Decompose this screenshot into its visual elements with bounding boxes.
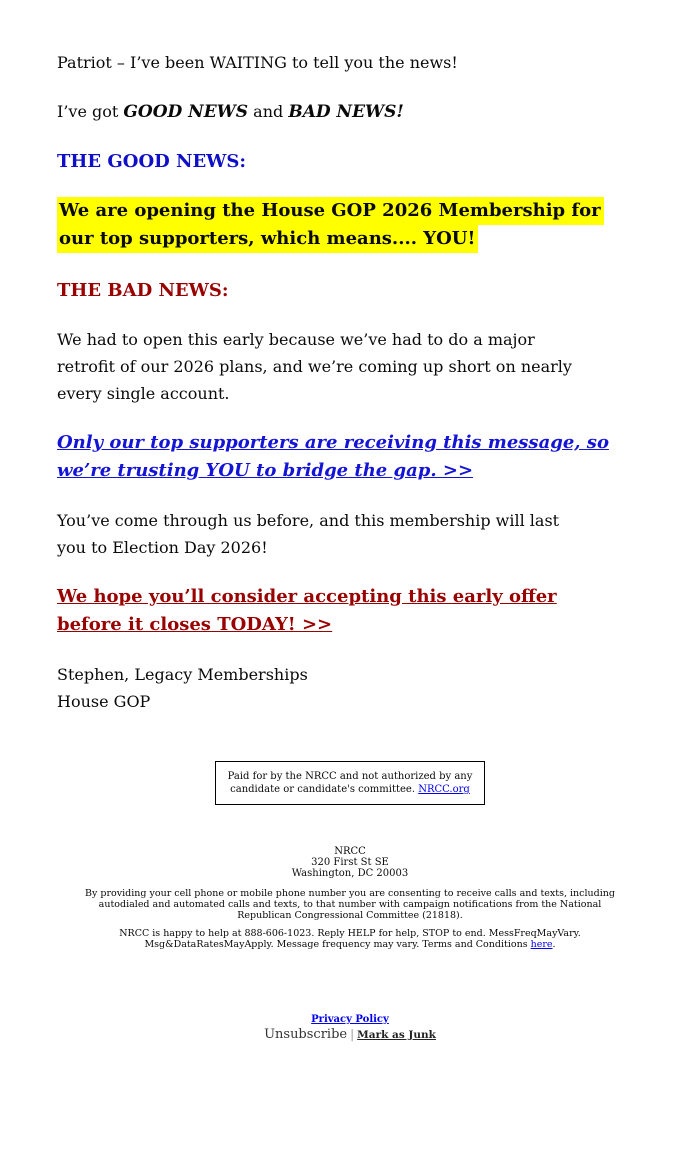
separator: | xyxy=(350,1027,355,1041)
highlight-text-2: our top supporters, which means.... YOU! xyxy=(57,225,478,253)
legal-line: By providing your cell phone or mobile phone number you are consenting to receive calls and texts, including xyxy=(85,888,615,899)
signature-org: House GOP xyxy=(57,692,151,711)
top-supporters-link[interactable] xyxy=(57,429,647,485)
intro-paragraph: Patriot – I’ve been WAITING to tell you the news! xyxy=(57,53,458,72)
teaser-text-pre: I’ve got xyxy=(57,102,124,121)
signature-name: Stephen, Legacy Memberships xyxy=(57,665,308,684)
link-line: Only our top supporters are receiving this message, so xyxy=(57,432,609,453)
text-line: We had to open this early because we’ve had to do a major xyxy=(57,330,535,349)
good-news-heading: THE GOOD NEWS: xyxy=(57,151,247,172)
explanation-paragraph xyxy=(57,326,647,407)
signature xyxy=(57,661,647,715)
unsubscribe-row xyxy=(0,1026,700,1043)
text-line: you to Election Day 2026! xyxy=(57,538,268,557)
highlighted-offer xyxy=(57,197,647,253)
legal-line: Republican Congressional Committee (21818). xyxy=(237,910,463,921)
email-footer xyxy=(0,761,700,1043)
address-street: 320 First St SE xyxy=(311,857,389,868)
sms-consent-text xyxy=(0,888,700,921)
disclaimer-text: candidate or candidate's committee. xyxy=(230,784,419,795)
text-line: every single account. xyxy=(57,384,230,403)
disclaimer-box-wrapper xyxy=(0,761,700,805)
text-line: You’ve come through us before, and this membership will last xyxy=(57,511,560,530)
bad-news-emphasis: BAD NEWS! xyxy=(288,102,404,122)
paid-for-disclaimer-box xyxy=(215,761,486,805)
address-org: NRCC xyxy=(334,846,366,857)
mark-as-junk-link[interactable]: Mark as Junk xyxy=(357,1029,436,1041)
early-offer-link[interactable] xyxy=(57,583,647,639)
link-line: we’re trusting YOU to bridge the gap. >> xyxy=(57,460,474,481)
link-line: before it closes TODAY! >> xyxy=(57,614,333,635)
disclaimer-line xyxy=(228,783,473,796)
email-body xyxy=(57,0,647,715)
good-news-emphasis: GOOD NEWS xyxy=(123,102,249,122)
highlight-line xyxy=(57,225,647,253)
nrcc-org-link[interactable]: NRCC.org xyxy=(418,784,470,795)
text-line: retrofit of our 2026 plans, and we’re coming up short on nearly xyxy=(57,357,572,376)
help-line: NRCC is happy to help at 888-606-1023. Reply HELP for help, STOP to end. MessFreqMayVary. xyxy=(119,928,581,939)
disclaimer-line: Paid for by the NRCC and not authorized by any xyxy=(227,771,473,782)
legal-line: autodialed and automated calls and texts, to that number with campaign notifications from the National xyxy=(98,899,602,910)
bad-news-heading: THE BAD NEWS: xyxy=(57,280,229,301)
news-teaser-paragraph xyxy=(57,98,647,126)
help-text: Msg&DataRatesMayApply. Message frequency may vary. Terms and Conditions xyxy=(144,939,531,950)
highlight-line xyxy=(57,197,647,225)
terms-and-conditions-link[interactable]: here xyxy=(530,939,553,950)
teaser-text-mid: and xyxy=(248,102,289,121)
membership-paragraph xyxy=(57,507,647,561)
privacy-row xyxy=(0,1014,700,1026)
unsubscribe-link[interactable]: Unsubscribe xyxy=(264,1027,348,1042)
highlight-text-1: We are opening the House GOP 2026 Membership for xyxy=(57,197,604,225)
sms-help-text xyxy=(0,928,700,950)
help-line xyxy=(0,939,700,950)
privacy-policy-link[interactable]: Privacy Policy xyxy=(311,1014,389,1025)
nrcc-address xyxy=(0,846,700,879)
help-text-period: . xyxy=(552,939,556,950)
link-line: We hope you’ll consider accepting this early offer xyxy=(57,586,557,607)
address-city: Washington, DC 20003 xyxy=(291,868,409,879)
